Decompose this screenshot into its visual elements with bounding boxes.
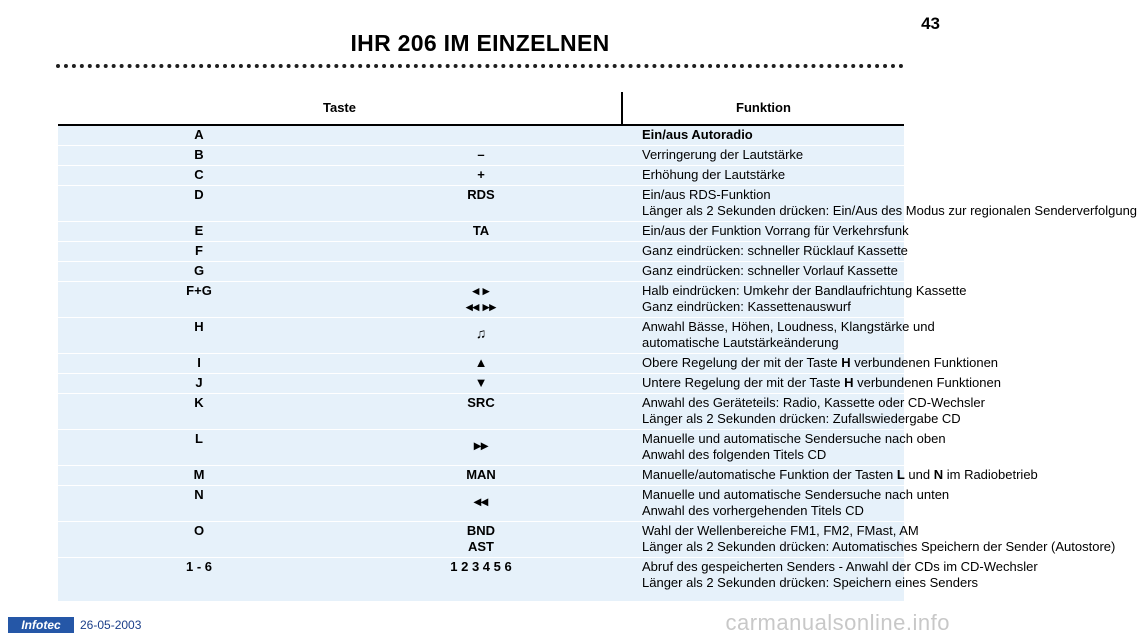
function-text: Anwahl des Geräteteils: Radio, Kassette oder CD-Wechsler [642, 395, 985, 410]
key-symbol: 1 2 3 4 5 6 [450, 559, 512, 574]
table-body [58, 125, 1137, 601]
key-symbol: TA [340, 222, 622, 242]
function-description [622, 430, 946, 466]
key-label: M [58, 466, 340, 486]
function-description [622, 222, 909, 242]
function-text: Länger als 2 Sekunden drücken: Speichern eines Senders [642, 575, 979, 590]
watermark: carmanualsonline.info [725, 610, 950, 635]
key-symbol: ▼ [340, 374, 622, 394]
key-label: G [58, 262, 340, 282]
function-line [642, 395, 985, 411]
key-symbol: RDS [340, 186, 622, 222]
function-text: verbundenen Funktionen [850, 355, 999, 370]
key-label: H [58, 318, 340, 354]
table-row [58, 222, 904, 242]
function-line [642, 447, 904, 463]
key-function-table [58, 92, 1137, 601]
key-label: A [58, 125, 340, 146]
table-row [58, 186, 904, 222]
key-symbol: MAN [340, 466, 622, 486]
table-row [58, 374, 904, 394]
function-text: Wahl der Wellenbereiche FM1, FM2, FMast, AM [642, 523, 919, 538]
key-symbol-line: ◂ ▸ [472, 283, 490, 298]
function-line [642, 243, 908, 259]
function-line [642, 335, 904, 351]
key-label: L [58, 430, 340, 466]
key-label: 1 - 6 [185, 559, 212, 574]
function-text: Ganz eindrücken: schneller Rücklauf Kassette [642, 243, 908, 258]
key-symbol [340, 318, 622, 354]
function-line [642, 283, 967, 299]
key-symbol-icon: ◂◂ [473, 493, 489, 509]
key-symbol-icon: ♫ [475, 325, 487, 341]
table-row [58, 394, 904, 430]
function-line [642, 147, 904, 163]
function-description [622, 125, 904, 146]
footer-date: 26-05-2003 [80, 618, 142, 632]
key-symbol: + [340, 166, 622, 186]
function-description [622, 146, 904, 166]
key-label: C [58, 166, 340, 186]
function-text: H [841, 355, 851, 370]
key-label: D [58, 186, 340, 222]
key-symbol [340, 430, 622, 466]
key-symbol-line: BND [466, 523, 496, 538]
key-symbol [340, 486, 622, 522]
function-text: Manuelle und automatische Sendersuche nach unten [642, 487, 950, 502]
function-text: N [933, 467, 944, 482]
column-header-function: Funktion [622, 92, 904, 125]
function-text: Verringerung der Lautstärke [642, 147, 804, 162]
function-line [642, 375, 1001, 391]
dotted-divider [56, 64, 904, 68]
function-line [642, 431, 946, 447]
key-symbol: SRC [340, 394, 622, 430]
function-text: L [896, 467, 905, 482]
key-symbol [340, 242, 622, 262]
table-row [58, 146, 904, 166]
function-text: Ein/aus Autoradio [642, 127, 753, 142]
function-description [622, 318, 935, 354]
function-line [642, 167, 904, 183]
table-row [58, 466, 904, 486]
function-line [642, 467, 1038, 483]
key-label: K [58, 394, 340, 430]
table-row [58, 522, 904, 558]
table-row [58, 558, 904, 602]
function-description [622, 522, 1116, 558]
function-description [622, 486, 950, 522]
table-row [58, 125, 904, 146]
function-line [642, 203, 1137, 219]
function-text: Anwahl des vorhergehenden Titels CD [642, 503, 864, 518]
function-line [642, 575, 979, 591]
table-row [58, 262, 904, 282]
function-text: Ganz eindrücken: schneller Vorlauf Kassette [642, 263, 898, 278]
key-symbol-line: ◂◂ ▸▸ [466, 299, 496, 314]
function-description [622, 374, 1001, 394]
key-label: I [58, 354, 340, 374]
function-text: Länger als 2 Sekunden drücken: Automatisches Speichern der Sender (Autostore) [642, 539, 1116, 554]
function-text: Manuelle und automatische Sendersuche nach oben [642, 431, 946, 446]
function-line [642, 319, 935, 335]
function-text: Länger als 2 Sekunden drücken: Zufallswiedergabe CD [642, 411, 961, 426]
function-line [642, 411, 961, 427]
page-number: 43 [921, 14, 940, 33]
table-row [58, 318, 904, 354]
function-description [622, 186, 1137, 222]
key-label: F+G [58, 282, 340, 318]
function-description [622, 282, 967, 318]
table-row [58, 166, 904, 186]
key-symbol [340, 522, 622, 558]
function-description [622, 166, 904, 186]
function-line [642, 559, 1038, 575]
function-description [622, 394, 985, 430]
function-description [622, 558, 1038, 602]
function-text: Obere Regelung der mit der Taste [642, 355, 842, 370]
infotec-logo: Infotec [8, 617, 74, 633]
key-label: J [58, 374, 340, 394]
function-line [642, 523, 919, 539]
key-symbol [340, 125, 622, 146]
function-line [642, 187, 904, 203]
function-text: Länger als 2 Sekunden drücken: Ein/Aus des Modus zur regionalen Senderverfolgung [642, 203, 1137, 218]
key-label: F [58, 242, 340, 262]
function-text: Anwahl des folgenden Titels CD [642, 447, 827, 462]
function-line [642, 355, 999, 371]
function-text: Ganz eindrücken: Kassettenauswurf [642, 299, 851, 314]
table-row [58, 486, 904, 522]
function-text: und [904, 467, 934, 482]
function-text: im Radiobetrieb [943, 467, 1038, 482]
function-description [622, 262, 904, 282]
table-row [58, 242, 904, 262]
page-title: IHR 206 IM EINZELNEN [350, 30, 610, 56]
function-line [642, 223, 909, 239]
function-text: Untere Regelung der mit der Taste [642, 375, 845, 390]
table-row [58, 354, 904, 374]
function-line [642, 503, 904, 519]
function-line [642, 299, 904, 315]
key-label: O [58, 522, 340, 558]
function-description [622, 242, 908, 262]
function-description [622, 354, 999, 374]
function-text: Halb eindrücken: Umkehr der Bandlaufrichtung Kassette [642, 283, 967, 298]
function-line [642, 127, 904, 143]
function-description [622, 466, 1038, 486]
function-text: Abruf des gespeicherten Senders - Anwahl der CDs im CD-Wechsler [642, 559, 1038, 574]
key-symbol-line: AST [468, 539, 494, 554]
key-symbol: – [340, 146, 622, 166]
function-text: verbundenen Funktionen [853, 375, 1001, 390]
column-header-key: Taste [58, 92, 622, 125]
function-text: Ein/aus RDS-Funktion [642, 187, 771, 202]
function-text: Anwahl Bässe, Höhen, Loudness, Klangstärke und [642, 319, 935, 334]
function-text: Erhöhung der Lautstärke [642, 167, 786, 182]
key-label: N [58, 486, 340, 522]
function-text: Manuelle/automatische Funktion der Tasten [642, 467, 897, 482]
function-line [642, 487, 950, 503]
function-text: H [844, 375, 854, 390]
key-label: E [58, 222, 340, 242]
table-header-row [58, 92, 904, 125]
function-text: automatische Lautstärkeänderung [642, 335, 839, 350]
key-symbol [340, 282, 622, 318]
function-text: Ein/aus der Funktion Vorrang für Verkehrsfunk [642, 223, 909, 238]
key-label: B [58, 146, 340, 166]
function-line [642, 539, 1116, 555]
key-symbol: ▲ [340, 354, 622, 374]
table-row [58, 282, 904, 318]
function-line [642, 263, 904, 279]
key-symbol-icon: ▸▸ [473, 437, 489, 453]
table-row [58, 430, 904, 466]
key-symbol [340, 262, 622, 282]
